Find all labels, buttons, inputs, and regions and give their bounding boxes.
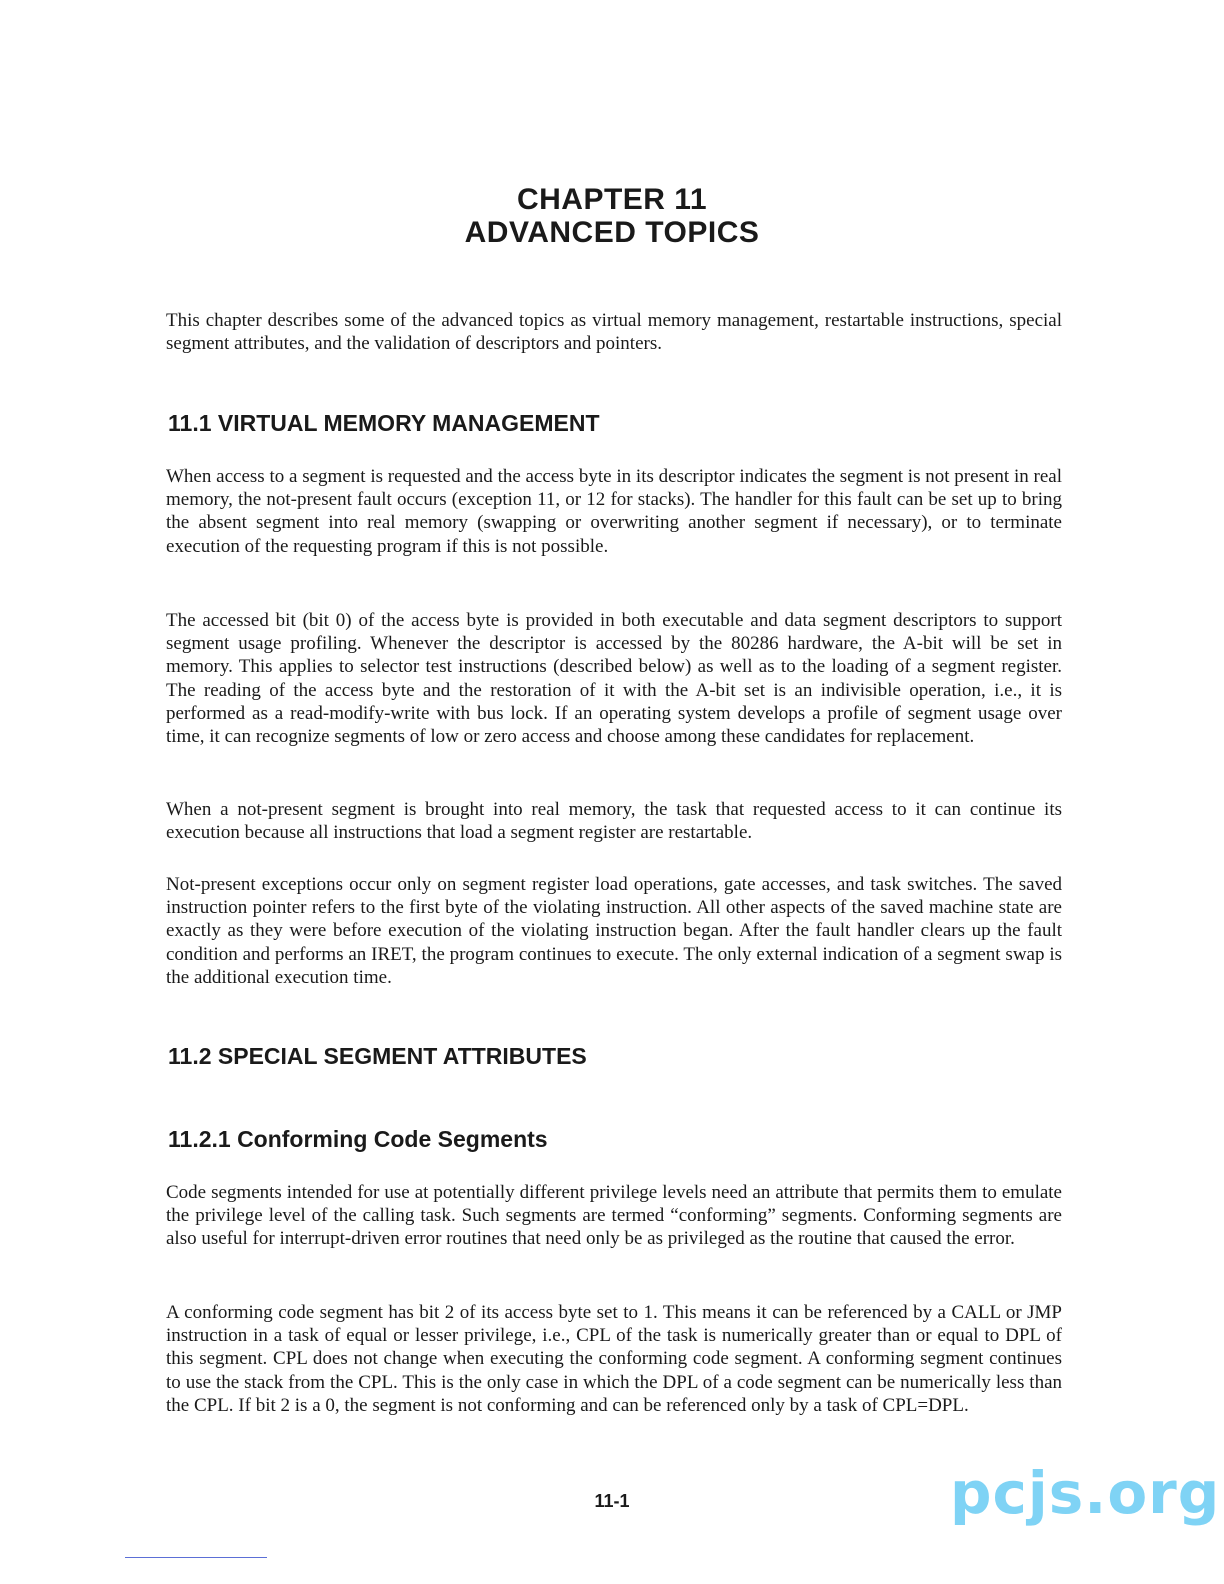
paragraph: Not-present exceptions occur only on segment register load operations, gate accesses, and task switches. The saved instruction pointer refers to the first byte of the violating instruction. All other aspects of the saved machine state are exactly as they were before execution of the violating instruction began. After the fault handler clears up the fault condition and performs an IRET, the program continues to execute. The only external indication of a segment swap is the additional execution time. [166,874,1062,988]
intro-paragraph: This chapter describes some of the advanced topics as virtual memory management, restartable instructions, special segment attributes, and the validation of descriptors and pointers. [166,310,1062,355]
chapter-heading [0,183,1224,249]
paragraph: When a not-present segment is brought into real memory, the task that requested access to it can continue its execution because all instructions that load a segment register are restartable. [166,799,1062,844]
page-number: 11-1 [594,1491,630,1511]
section-heading-11-2: 11.2 SPECIAL SEGMENT ATTRIBUTES [168,1043,587,1069]
paragraph: The accessed bit (bit 0) of the access byte is provided in both executable and data segment descriptors to support segment usage profiling. Whenever the descriptor is accessed by the 80286 hardware, the A-bit will be set in memory. This applies to selector test instructions (described below) as well as to the loading of a segment register. The reading of the access byte and the restoration of it with the A-bit set is an indivisible operation, i.e., it is performed as a read-modify-write with bus lock. If an operating system develops a profile of segment usage over time, it can recognize segments of low or zero access and choose among these candidates for replacement. [166,610,1062,748]
section-heading-11-1: 11.1 VIRTUAL MEMORY MANAGEMENT [168,410,600,436]
paragraph: When access to a segment is requested and the access byte in its descriptor indicates the segment is not present in real memory, the not-present fault occurs (exception 11, or 12 for stacks). The handler for this fault can be set up to bring the absent segment into real memory (swapping or overwriting another segment if necessary), or to terminate execution of the requesting program if this is not possible. [166,466,1062,557]
chapter-number: CHAPTER 11 [516,183,708,216]
watermark-logo: pcjs.org [950,1459,1221,1527]
paragraph: A conforming code segment has bit 2 of its access byte set to 1. This means it can be referenced by a CALL or JMP instruction in a task of equal or lesser privilege, i.e., CPL of the task is numerically greater than or equal to DPL of this segment. CPL does not change when executing the conforming code segment. A conforming segment continues to use the stack from the CPL. This is the only case in which the DPL of a code segment can be numerically less than the CPL. If bit 2 is a 0, the segment is not conforming and can be referenced only by a task of CPL=DPL. [166,1302,1062,1416]
chapter-title: ADVANCED TOPICS [464,216,760,249]
subsection-heading-11-2-1: 11.2.1 Conforming Code Segments [168,1126,548,1152]
paragraph: Code segments intended for use at potentially different privilege levels need an attribute that permits them to emulate the privilege level of the calling task. Such segments are termed “conforming” segments. Conforming segments are also useful for interrupt-driven error routines that need only be as privileged as the routine that caused the error. [166,1182,1062,1250]
footer-rule [125,1557,267,1558]
